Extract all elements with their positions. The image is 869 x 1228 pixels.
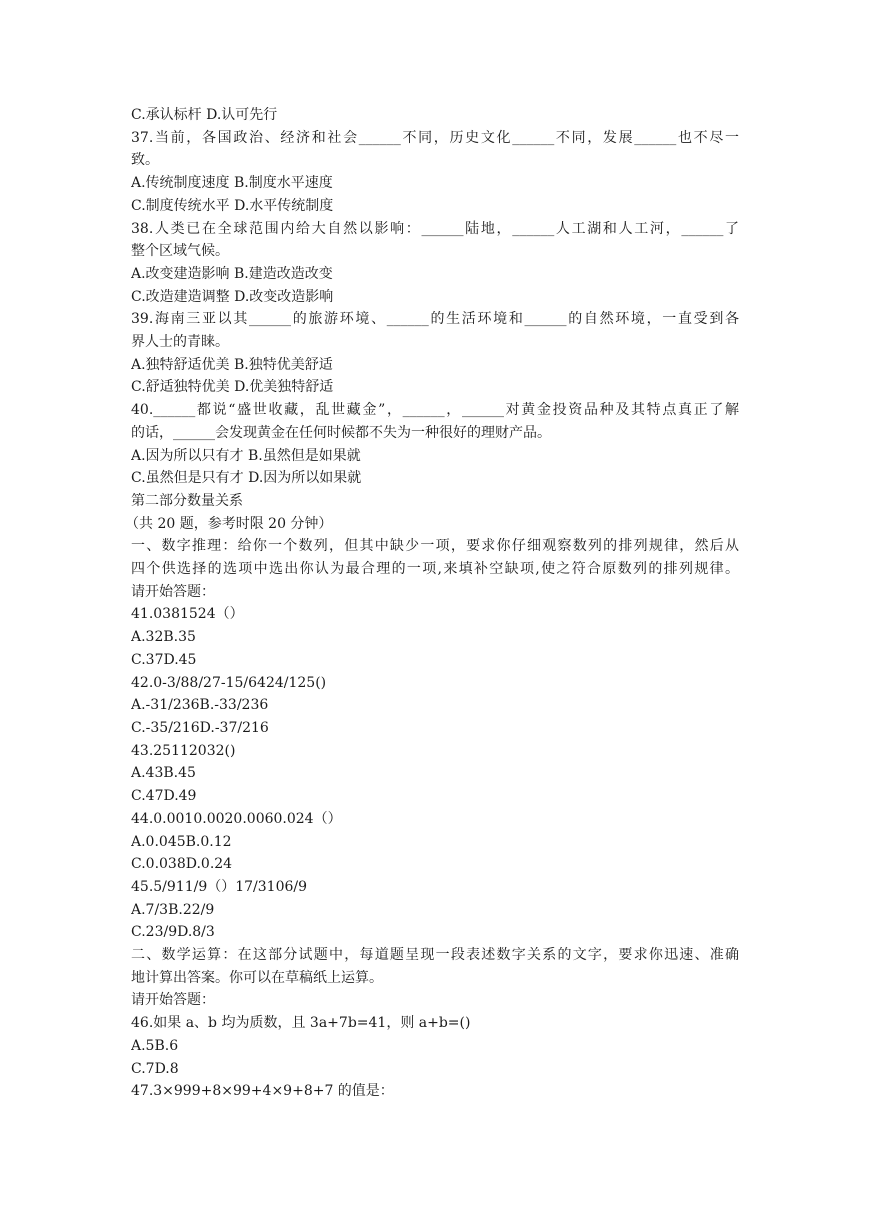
instructions-1-cont: 四个供选择的选项中选出你认为最合理的一项,来填补空缺项,使之符合原数列的排列规律。 [131,561,739,578]
option-line: A.因为所以只有才 B.虽然但是如果就 [131,447,361,464]
option-line: C.承认标杆 D.认可先行 [131,107,278,123]
instructions-2-cont: 地计算出答案。你可以在草稿纸上运算。 [131,969,383,986]
option-line: C.47D.49 [131,788,197,805]
section-title: 第二部分数量关系 [131,492,243,509]
question-37-cont: 致。 [131,152,159,169]
start-prompt: 请开始答题： [131,583,215,600]
option-line: C.0.038D.0.24 [131,856,233,873]
option-line: A.43B.45 [131,765,196,782]
question-46: 46.如果 a、b 均为质数，且 3a+7b=41，则 a+b=() [131,1015,471,1032]
option-line: C.改造建造调整 D.改变改造影响 [131,288,334,305]
question-39-cont: 界人士的青睐。 [131,334,229,351]
question-41: 41.0381524（） [131,606,244,623]
question-37: 37.当前，各国政治、经济和社会______不同，历史文化______不同，发展______也不尽一 [131,129,739,146]
question-38: 38.人类已在全球范围内给大自然以影响：______陆地，______人工湖和人工河，______了 [131,220,739,237]
option-line: A.7/3B.22/9 [131,901,215,918]
question-39: 39.海南三亚以其______的旅游环境、______的生活环境和______的自然环境，一直受到各 [131,311,739,328]
option-line: A.独特舒适优美 B.独特优美舒适 [131,356,333,373]
option-line: A.32B.35 [131,629,196,646]
section-note: （共 20 题，参考时限 20 分钟） [125,515,333,532]
question-45: 45.5/911/9（）17/3106/9 [131,878,308,895]
document-page [125,104,739,1103]
option-line: C.23/9D.8/3 [131,924,215,941]
option-line: C.7D.8 [131,1060,179,1077]
question-38-cont: 整个区域气候。 [131,243,229,260]
start-prompt: 请开始答题： [131,992,215,1009]
question-40-cont: 的话，______会发现黄金在任何时候都不失为一种很好的理财产品。 [131,424,551,441]
option-line: C.舒适独特优美 D.优美独特舒适 [131,379,334,396]
option-line: C.制度传统水平 D.水平传统制度 [131,197,334,214]
option-line: C.37D.45 [131,651,197,668]
instructions-1: 一、数字推理：给你一个数列，但其中缺少一项，要求你仔细观察数列的排列规律，然后从 [131,538,739,555]
question-42: 42.0-3/88/27-15/6424/125() [131,674,327,691]
question-40: 40.______都说“盛世收藏，乱世藏金”，______，______对黄金投资品种及其特点真正了解 [131,402,739,419]
option-line: A.-31/236B.-33/236 [131,697,269,714]
option-line: A.0.045B.0.12 [131,833,232,850]
option-line: A.5B.6 [131,1037,179,1054]
option-line: A.传统制度速度 B.制度水平速度 [131,175,333,192]
question-44: 44.0.0010.0020.0060.024（） [131,810,342,827]
question-47: 47.3×999+8×99+4×9+8+7 的值是： [131,1083,394,1100]
option-line: C.-35/216D.-37/216 [131,719,269,736]
option-line: A.改变建造影响 B.建造改造改变 [131,265,333,282]
instructions-2: 二、数学运算：在这部分试题中，每道题呈现一段表述数字关系的文字，要求你迅速、准确 [131,947,739,964]
option-line: C.虽然但是只有才 D.因为所以如果就 [131,470,362,487]
question-43: 43.25112032() [131,742,236,759]
